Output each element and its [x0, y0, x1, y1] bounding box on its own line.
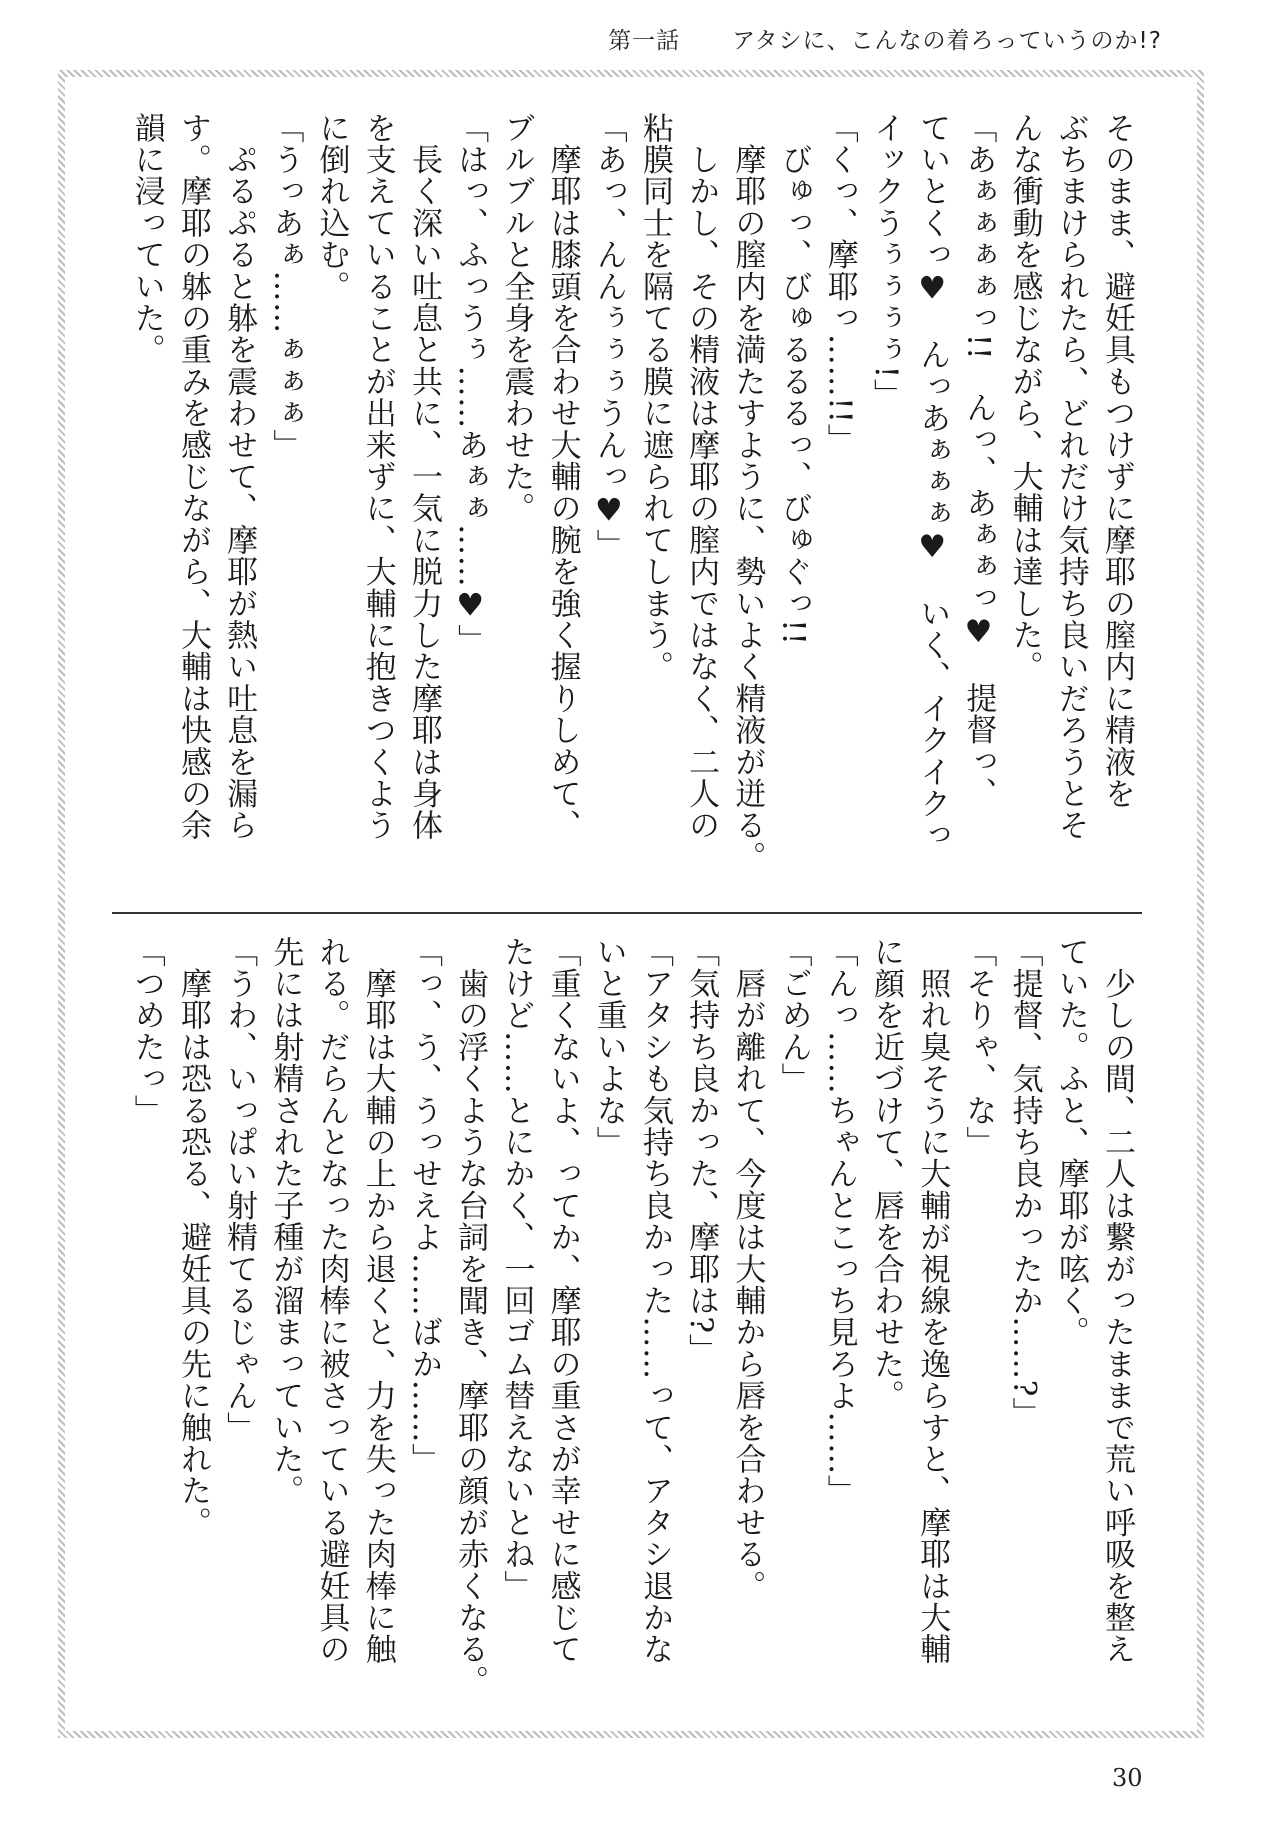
- section-divider: [112, 912, 1142, 914]
- text-column: 「提督、気持ち良かったか……?」: [1006, 936, 1043, 1429]
- text-column: 照れ臭そうに大輔が視線を逸らすと、摩耶は大輔: [914, 936, 951, 1666]
- text-column: 先には射精された子種が溜まっていた。: [267, 936, 304, 1507]
- text-column: ていた。ふと、摩耶が呟く。: [1052, 936, 1089, 1349]
- text-column: 歯の浮くような台詞を聞き、摩耶の顔が赤くなる。: [452, 936, 489, 1697]
- text-column: 長く深い吐息と共に、一気に脱力した摩耶は身体: [405, 112, 442, 842]
- text-column: 韻に浸っていた。: [128, 112, 165, 366]
- text-column: 「そりゃ、な」: [960, 936, 997, 1158]
- text-column: す。摩耶の躰の重みを感じながら、大輔は快感の余: [174, 112, 211, 842]
- text-column: 摩耶は膝頭を合わせ大輔の腕を強く握りしめて、: [544, 112, 581, 842]
- text-column: 唇が離れて、今度は大輔から唇を合わせる。: [729, 936, 766, 1602]
- text-column: 「ごめん」: [775, 936, 812, 1095]
- running-header: [608, 22, 1162, 55]
- text-column: 「あっ、んんぅぅぅうんっ♥」: [590, 112, 627, 561]
- page-number: 30: [1112, 1764, 1143, 1792]
- text-column: 摩耶は大輔の上から退くと、力を失った肉棒に触: [359, 936, 396, 1666]
- text-column: を支えていることが出来ずに、大輔に抱きつくよう: [359, 112, 396, 842]
- text-column: しかし、その精液は摩耶の膣内ではなく、二人の: [683, 112, 720, 842]
- text-column: 摩耶の膣内を満たすように、勢いよく精液が迸る。: [729, 112, 766, 873]
- text-column: に倒れ込む。: [313, 112, 350, 303]
- text-column: 「気持ち良かった、摩耶は?」: [683, 936, 720, 1366]
- text-column: に顔を近づけて、唇を合わせた。: [867, 936, 904, 1412]
- text-column: 少しの間、二人は繋がったままで荒い呼吸を整え: [1099, 936, 1135, 1666]
- text-column: れる。だらんとなった肉棒に被さっている避妊具の: [313, 936, 350, 1666]
- text-column: 「重くないよ、ってか、摩耶の重さが幸せに感じて: [544, 936, 581, 1666]
- text-column: 「っ、う、うっせえよ……ばか……」: [405, 936, 442, 1475]
- text-column: 「くっ、摩耶っ……!!」: [821, 112, 858, 456]
- text-column: イックうぅぅぅぅ!」: [867, 112, 904, 411]
- text-column: ぷるぷると躰を震わせて、摩耶が熱い吐息を漏ら: [221, 112, 258, 842]
- episode-label: 第一話: [608, 28, 681, 54]
- text-column: 「うっあぁ……ぁぁぁ」: [267, 112, 304, 461]
- text-column: 「はっ、ふっうぅ……あぁぁ……♥」: [452, 112, 489, 656]
- chapter-title: アタシに、こんなの着ろっていうのか!?: [732, 28, 1162, 54]
- text-column: 「んっ……ちゃんとこっち見ろよ……」: [821, 936, 858, 1507]
- text-column: 「アタシも気持ち良かった……って、アタシ退かな: [636, 936, 673, 1666]
- text-column: びゅっ、びゅるるるっ、びゅぐっ!!: [775, 112, 812, 646]
- text-block-upper: [124, 112, 1140, 882]
- text-column: ていとくっ♥ んっあぁぁぁ♥ いく、イクイクっ: [914, 112, 951, 852]
- text-column: ブルブルと全身を震わせた。: [498, 112, 535, 525]
- text-column: たけど……とにかく、一回ゴム替えないとね」: [498, 936, 535, 1602]
- text-column: 「あぁぁぁぁっ!! んっ、あぁぁっ♥ 提督っ、: [960, 112, 997, 810]
- text-column: 摩耶は恐る恐る、避妊具の先に触れた。: [174, 936, 211, 1539]
- text-column: そのまま、避妊具もつけずに摩耶の膣内に精液を: [1099, 112, 1135, 810]
- text-column: んな衝動を感じながら、大輔は達した。: [1006, 112, 1043, 683]
- text-column: いと重いよな」: [590, 936, 627, 1158]
- text-block-lower: [124, 936, 1140, 1716]
- text-column: 「つめたっ」: [128, 936, 165, 1127]
- text-column: 「うわ、いっぱい射精てるじゃん」: [221, 936, 258, 1444]
- text-column: ぶちまけられたら、どれだけ気持ち良いだろうとそ: [1052, 112, 1089, 842]
- text-column: 粘膜同士を隔てる膜に遮られてしまう。: [636, 112, 673, 683]
